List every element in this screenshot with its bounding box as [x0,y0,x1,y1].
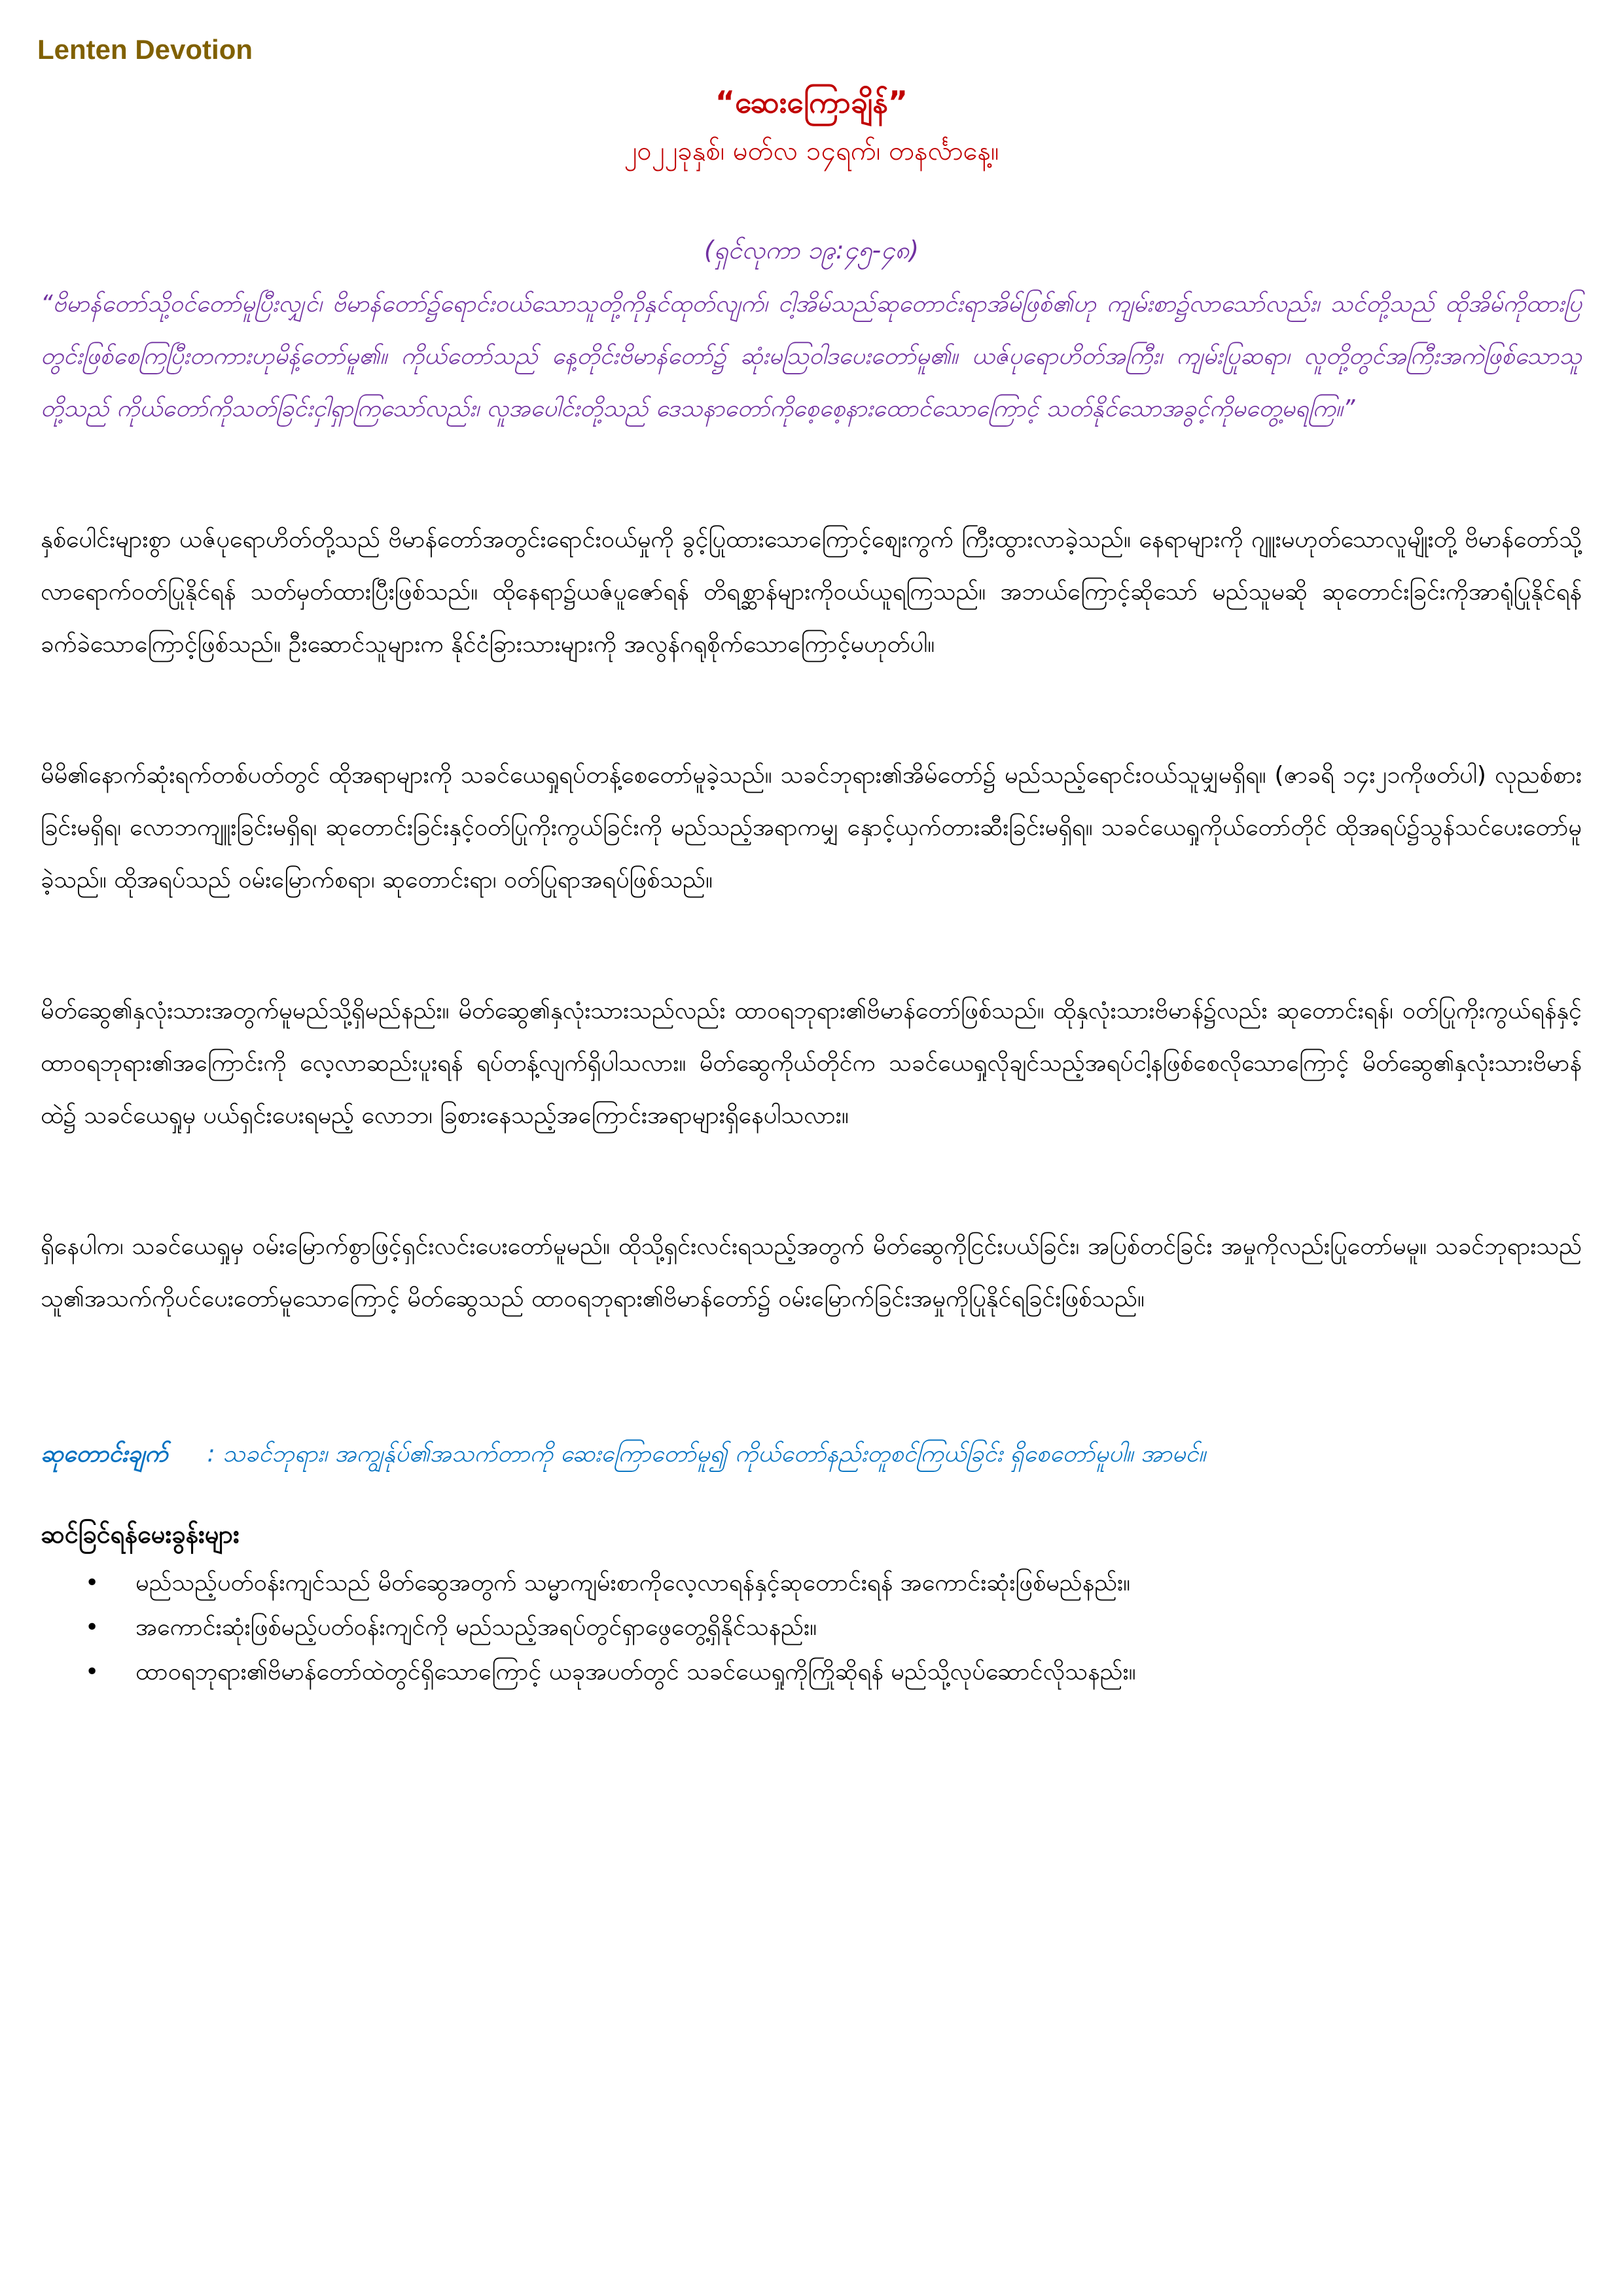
body-paragraph-1: နှစ်ပေါင်းများစွာ ယဇ်ပုရောဟိတ်တို့သည် ဗိမာန်တော်အတွင်းရောင်းဝယ်မှုကို ခွင့်ပြုထားသောကြောင့်စျေးကွက် ကြီးထွားလာခဲ့သည်။ နေရာများကို ဂျူးမဟုတ်သောလူမျိုးတို့ ဗိမာန်တော်သို့လာရောက်ဝတ်ပြုနိုင်ရန် သတ်မှတ်ထားပြီးဖြစ်သည်။ ထိုနေရာ၌ယဇ်ပူဇော်ရန် တိရစ္ဆာန်များကိုဝယ်ယူရကြသည်။ အဘယ်ကြောင့်ဆိုသော် မည်သူမဆို ဆုတောင်းခြင်းကိုအာရုံပြုနိုင်ရန်ခက်ခဲသောကြောင့်ဖြစ်သည်။ ဦးဆောင်သူများက နိုင်ငံခြားသားများကို အလွန်ဂရုစိုက်သောကြောင့်မဟုတ်ပါ။ [41,526,1582,658]
questions-title: ဆင်ခြင်ရန်မေးခွန်းများ [41,1520,240,1549]
devotion-date: ၂၀၂၂ခုနှစ်၊ မတ်လ ၁၄ရက်၊ တနင်္လာနေ့။ [624,136,999,166]
scripture-text: “ဗိမာန်တော်သို့ဝင်တော်မူပြီးလျှင်၊ ဗိမာန်တော်၌ရောင်းဝယ်သောသူတို့ကိုနှင်ထုတ်လျက်၊ ငါ့အိမ်သည်ဆုတောင်းရာအိမ်ဖြစ်၏ဟု ကျမ်းစာ၌လာသော်လည်း၊ သင်တို့သည် ထိုအိမ်ကိုထားပြတွင်းဖြစ်စေကြပြီးတကားဟုမိန့်တော်မူ၏။ ကိုယ်တော်သည် နေ့တိုင်းဗိမာန်တော်၌ ဆုံးမဩဝါဒပေးတော်မူ၏။ ယဇ်ပုရောဟိတ်အကြီး၊ ကျမ်းပြုဆရာ၊ လူတို့တွင်အကြီးအကဲဖြစ်သောသူတို့သည် ကိုယ်တော်ကိုသတ်ခြင်းငှါရှာကြသော်လည်း၊ လူအပေါင်းတို့သည် ဒေသနာတော်ကိုစေ့စေ့နားထောင်သောကြောင့် သတ်နိုင်သောအခွင့်ကိုမတွေ့မရကြ။” [41,291,1582,422]
question-text: မည်သည့်ပတ်ဝန်းကျင်သည် မိတ်ဆွေအတွက် သမ္မာကျမ်းစာကိုလေ့လာရန်နှင့်ဆုတောင်းရန် အကောင်းဆုံးဖြစ်မည်နည်း။ [135,1570,1131,1596]
bullet-icon: • [85,1659,99,1685]
prayer-label: ဆုတောင်းချက် [41,1441,168,1467]
scripture-reference: (ရှင်လုကာ ၁၉:၄၅-၄၈) [704,236,919,264]
questions-list [41,1561,1582,1695]
bullet-icon: • [85,1614,99,1641]
body-paragraph-4: ရှိနေပါက၊ သခင်ယေရှုမှ ဝမ်းမြောက်စွာဖြင့်ရှင်းလင်းပေးတော်မူမည်။ ထိုသို့ရှင်းလင်းရသည့်အတွက် မိတ်ဆွေကိုငြင်းပယ်ခြင်း၊ အပြစ်တင်ခြင်း အမှုကိုလည်းပြုတော်မမူ။ သခင်ဘုရားသည် သူ၏အသက်ကိုပင်ပေးတော်မူသောကြောင့် မိတ်ဆွေသည် ထာဝရဘုရား၏ဗိမာန်တော်၌ ဝမ်းမြောက်ခြင်းအမှုကိုပြုနိုင်ရခြင်းဖြစ်သည်။ [41,1233,1582,1312]
header-label: Lenten Devotion [37,34,253,65]
prayer [41,1428,1582,1480]
list-item [41,1650,1582,1695]
question-text: ထာဝရဘုရား၏ဗိမာန်တော်ထဲတွင်ရှိသောကြောင့် ယခုအပတ်တွင် သခင်ယေရှုကိုကြိုဆိုရန် မည်သို့လုပ်ဆောင်လိုသနည်း။ [135,1659,1136,1685]
list-item [41,1561,1582,1605]
question-text: အကောင်းဆုံးဖြစ်မည့်ပတ်ဝန်းကျင်ကို မည်သည့်အရပ်တွင်ရှာဖွေတွေ့ရှိနိုင်သနည်း။ [135,1614,817,1641]
body-paragraph-2: မိမိ၏နောက်ဆုံးရက်တစ်ပတ်တွင် ထိုအရာများကို သခင်ယေရှုရပ်တန့်စေတော်မူခဲ့သည်။ သခင်ဘုရား၏အိမ်တော်၌ မည်သည့်ရောင်းဝယ်သူမျှမရှိရ။ (ဇာခရိ ၁၄း၂၁ကိုဖတ်ပါ) လုညစ်စားခြင်းမရှိရ၊ လောဘကျူးခြင်းမရှိရ၊ ဆုတောင်းခြင်းနှင့်ဝတ်ပြုကိုးကွယ်ခြင်းကို မည်သည့်အရာကမျှ နှောင့်ယှက်တားဆီးခြင်းမရှိရ။ သခင်ယေရှုကိုယ်တော်တိုင် ထိုအရပ်၌သွန်သင်ပေးတော်မူခဲ့သည်။ ထိုအရပ်သည် ဝမ်းမြောက်စရာ၊ ဆုတောင်းရာ၊ ဝတ်ပြုရာအရပ်ဖြစ်သည်။ [41,762,1582,893]
devotion-title: “ဆေးကြောချိန်” [715,84,908,120]
list-item [41,1605,1582,1650]
bullet-icon: • [85,1570,99,1596]
prayer-text: : သခင်ဘုရား၊ အကျွန်ုပ်၏အသက်တာကို ဆေးကြောတော်မူ၍ ကိုယ်တော်နည်းတူစင်ကြယ်ခြင်း ရှိစေတော်မူပါ။ အာမင်။ [207,1441,1206,1467]
body-paragraph-3: မိတ်ဆွေ၏နှလုံးသားအတွက်မူမည်သို့ရှိမည်နည်း။ မိတ်ဆွေ၏နှလုံးသားသည်လည်း ထာဝရဘုရား၏ဗိမာန်တော်ဖြစ်သည်။ ထိုနှလုံးသားဗိမာန်၌လည်း ဆုတောင်းရန်၊ ဝတ်ပြုကိုးကွယ်ရန်နှင့် ထာဝရဘုရား၏အကြောင်းကို လေ့လာဆည်းပူးရန် ရပ်တန့်လျက်ရှိပါသလား။ မိတ်ဆွေကိုယ်တိုင်က သခင်ယေရှုလိုချင်သည့်အရပ်ငါ့နဖြစ်စေလိုသောကြောင့် မိတ်ဆွေ၏နှလုံးသားဗိမာန်ထဲ၌ သခင်ယေရှုမှ ပယ်ရှင်းပေးရမည့် လောဘ၊ ခြစားနေသည့်အကြောင်းအရာများရှိနေပါသလား။ [41,997,1582,1129]
